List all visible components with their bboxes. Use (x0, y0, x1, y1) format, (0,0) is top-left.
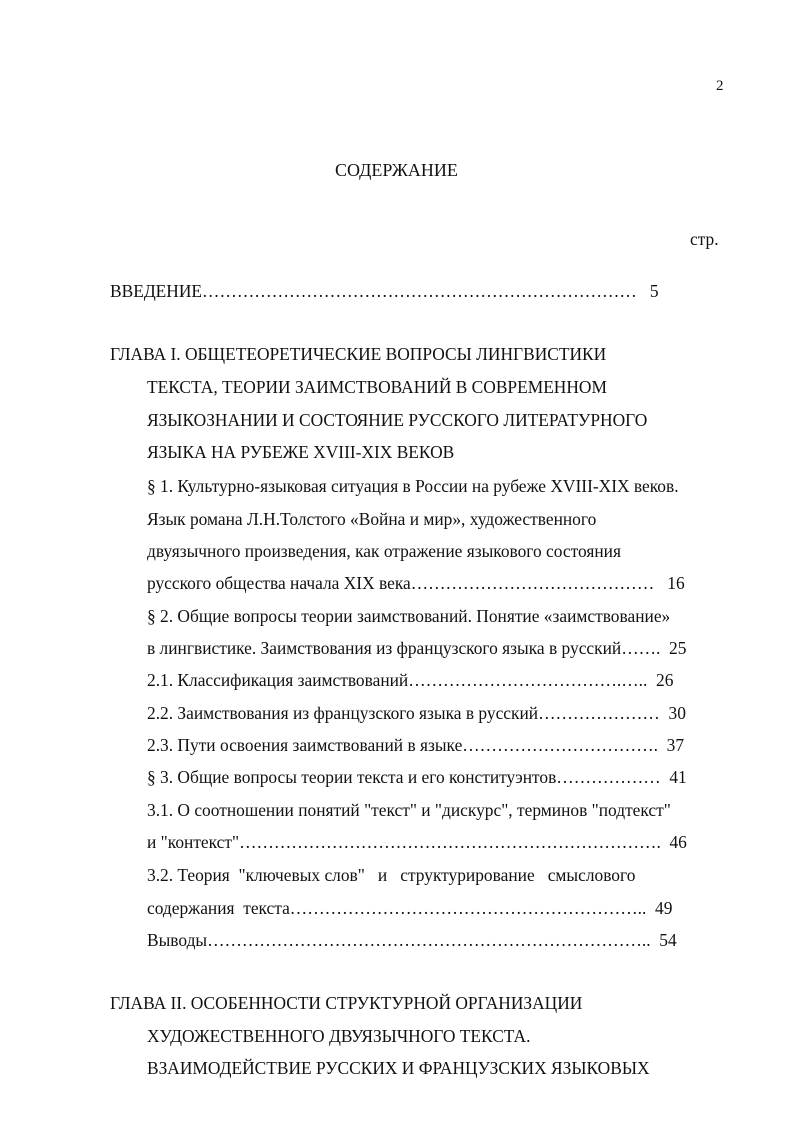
toc-subsection-3-2: 3.2. Теория "ключевых слов" и структурирование смыслового (147, 865, 636, 885)
toc-subsection-2-1: 2.1. Классификация заимствований……………………………….….. 26 (147, 670, 674, 690)
toc-section-1: Язык романа Л.Н.Толстого «Война и мир», художественного (147, 509, 597, 529)
page-title: СОДЕРЖАНИЕ (335, 160, 458, 180)
page-column-label: стр. (690, 229, 719, 249)
toc-section-2: § 2. Общие вопросы теории заимствований. Понятие «заимствование» (147, 606, 671, 626)
toc-conclusions: Выводы………………………………………………………………….. 54 (147, 930, 677, 950)
toc-section-2: в лингвистике. Заимствования из французского языка в русский……. 25 (147, 638, 687, 658)
toc-section-1: русского общества начала XIX века…………………………………… 16 (147, 573, 685, 593)
toc-entry-intro: ВВЕДЕНИЕ………………………………………………………………… 5 (110, 281, 659, 301)
page-number: 2 (716, 78, 724, 94)
toc-chapter2-heading: ХУДОЖЕСТВЕННОГО ДВУЯЗЫЧНОГО ТЕКСТА. (147, 1026, 531, 1046)
toc-chapter2-heading: ГЛАВА II. ОСОБЕННОСТИ СТРУКТУРНОЙ ОРГАНИЗАЦИИ (110, 993, 583, 1013)
toc-section-3: § 3. Общие вопросы теории текста и его конституэнтов……………… 41 (147, 767, 687, 787)
toc-subsection-2-2: 2.2. Заимствования из французского языка в русский………………… 30 (147, 703, 686, 723)
toc-section-1: § 1. Культурно-языковая ситуация в России на рубеже XVIII-XIX веков. (147, 476, 679, 496)
toc-chapter1-heading: ТЕКСТА, ТЕОРИИ ЗАИМСТВОВАНИЙ В СОВРЕМЕННОМ (147, 377, 607, 397)
toc-chapter1-heading: ЯЗЫКА НА РУБЕЖЕ XVIII-XIX ВЕКОВ (147, 442, 455, 462)
toc-subsection-3-1: и "контекст"………………………………………………………………. 46 (147, 832, 687, 852)
toc-subsection-3-1: 3.1. О соотношении понятий "текст" и "дискурс", терминов "подтекст" (147, 800, 671, 820)
toc-section-1: двуязычного произведения, как отражение языкового состояния (147, 541, 621, 561)
toc-chapter1-heading: ЯЗЫКОЗНАНИИ И СОСТОЯНИЕ РУССКОГО ЛИТЕРАТУРНОГО (147, 410, 648, 430)
toc-subsection-3-2: содержания текста…………………………………………………….. 49 (147, 898, 673, 918)
toc-chapter1-heading: ГЛАВА I. ОБЩЕТЕОРЕТИЧЕСКИЕ ВОПРОСЫ ЛИНГВИСТИКИ (110, 344, 607, 364)
toc-subsection-2-3: 2.3. Пути освоения заимствований в языке……………………………. 37 (147, 735, 685, 755)
toc-chapter2-heading: ВЗАИМОДЕЙСТВИЕ РУССКИХ И ФРАНЦУЗСКИХ ЯЗЫКОВЫХ (147, 1058, 650, 1078)
